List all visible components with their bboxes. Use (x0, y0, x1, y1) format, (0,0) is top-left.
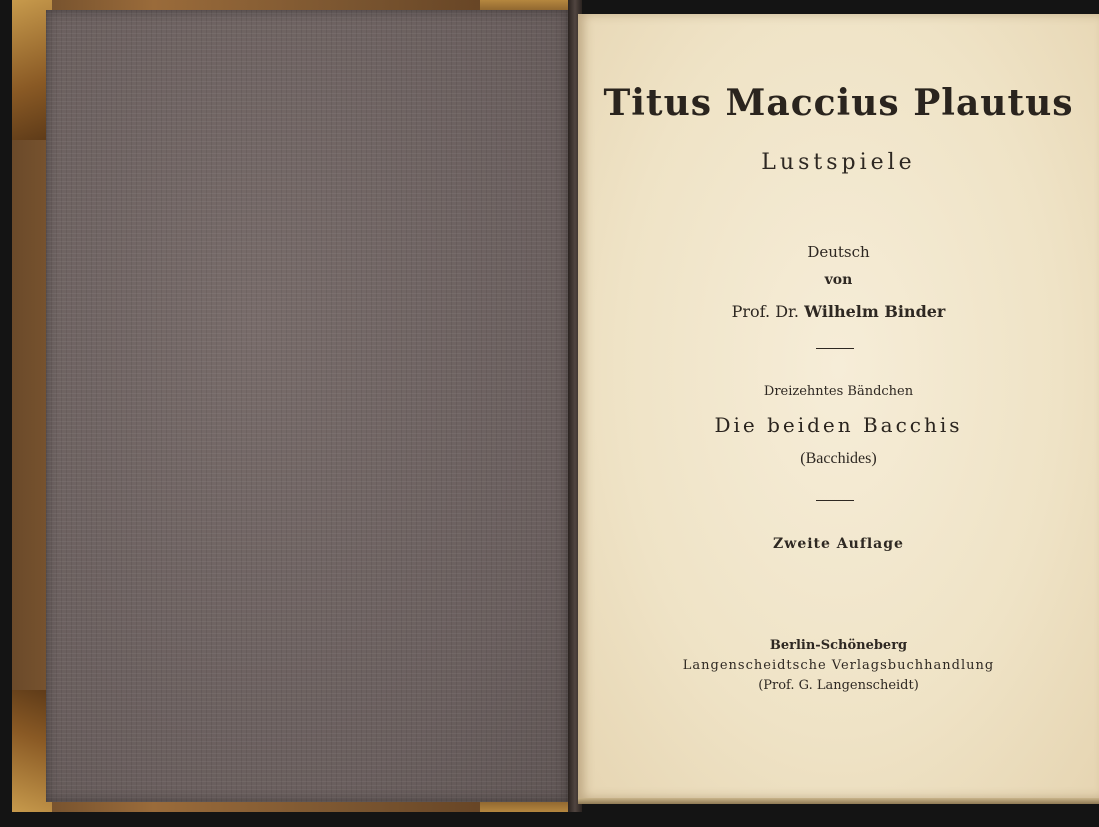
title-page (578, 14, 1099, 798)
translator-name: Wilhelm Binder (804, 302, 946, 321)
translation-note: Deutsch (807, 243, 870, 261)
translator-line (578, 302, 1099, 321)
work-title: Die beiden Bacchis (714, 413, 963, 437)
publication-place: Berlin-Schöneberg (769, 638, 908, 653)
publisher-owner: (Prof. G. Langenscheidt) (758, 678, 919, 693)
divider-rule (816, 500, 854, 501)
by-label: von (824, 272, 853, 288)
translator-prefix: Prof. Dr. (731, 302, 799, 321)
work-subtitle: (Bacchides) (800, 450, 877, 467)
publisher-name: Langenscheidtsche Verlagsbuchhandlung (682, 658, 995, 673)
marbled-endpaper (46, 10, 568, 802)
divider-rule (816, 348, 854, 349)
series-title: Lustspiele (761, 150, 916, 175)
edition-label: Zweite Auflage (773, 536, 904, 552)
page-bottom-edge (578, 798, 1099, 804)
volume-label: Dreizehntes Bändchen (763, 384, 914, 399)
author-heading: Titus Maccius Plautus (603, 82, 1074, 124)
